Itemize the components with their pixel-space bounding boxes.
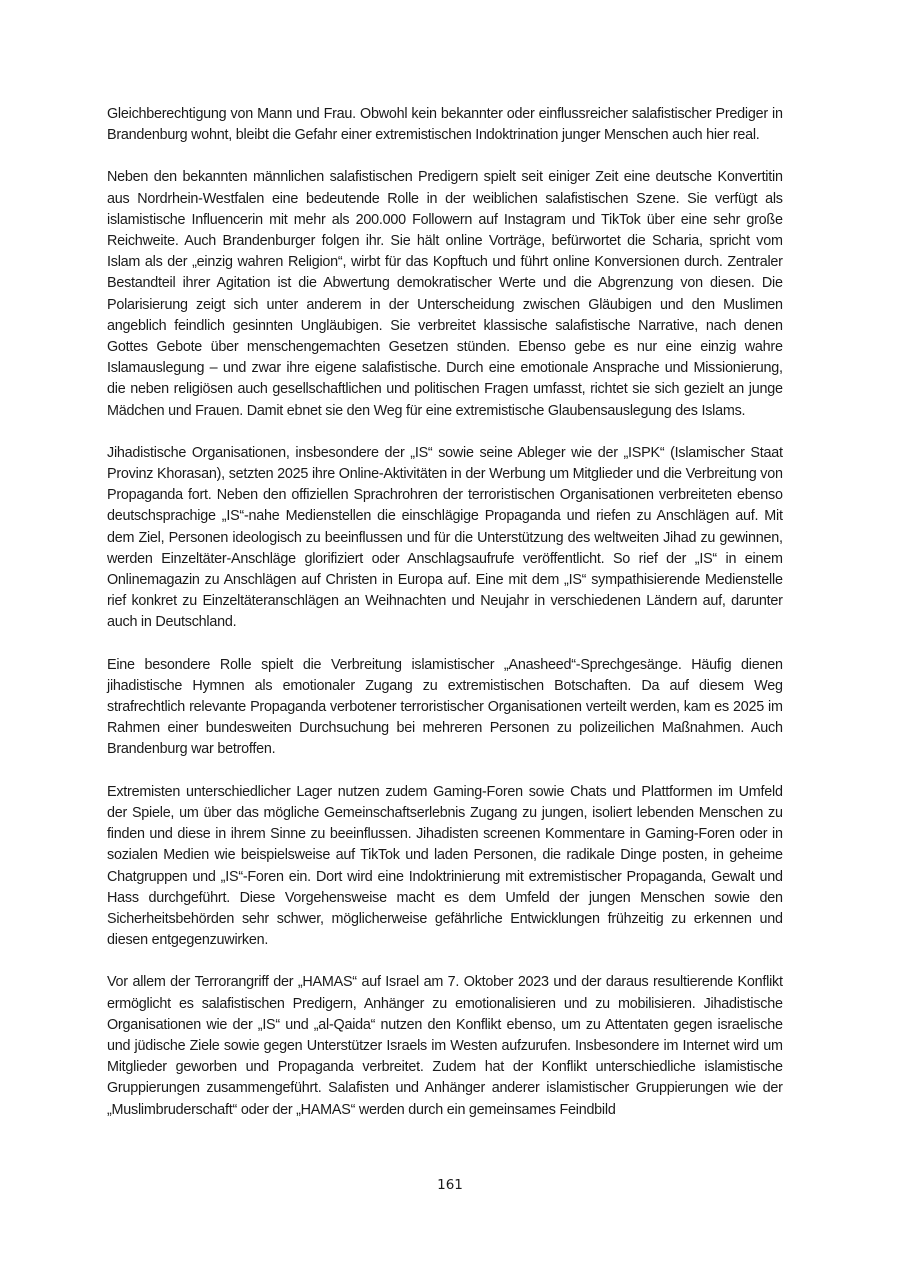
paragraph: Extremisten unterschiedlicher Lager nutzen zudem Gaming-Foren sowie Chats und Plattformen im Umfeld der Spiele, um über das mögliche Gemeinschaftserlebnis Zugang zu jungen, isoliert lebenden Menschen zu finden und diese in ihrem Sinne zu beeinflussen. Jihadisten screenen Kommentare in Gaming-Foren oder in sozialen Medien wie beispielsweise auf TikTok und laden Personen, die radikale Dinge posten, in geheime Chatgruppen und „IS“-Foren ein. Dort wird eine Indoktrinierung mit extremistischer Propaganda, Gewalt und Hass durchgeführt. Diese Vorgehensweise macht es dem Umfeld der jungen Menschen sowie den Sicherheitsbehörden sehr schwer, möglicherweise gefährliche Entwicklungen frühzeitig zu erkennen und diesen entgegenzuwirken. [107,783,783,949]
paragraph: Gleichberechtigung von Mann und Frau. Obwohl kein bekannter oder einflussreicher salafistischer Prediger in Brandenburg wohnt, bleibt die Gefahr einer extremistischen Indoktrination junger Menschen auch hier real. [107,106,783,144]
body-text [107,104,793,1142]
paragraph: Neben den bekannten männlichen salafistischen Predigern spielt seit einiger Zeit eine deutsche Konvertitin aus Nordrhein-Westfalen eine bedeutende Rolle in der weiblichen salafistischen Szene. Sie verfügt als islamistische Influencerin mit mehr als 200.000 Followern auf Instagram und TikTok über eine sehr große Reichweite. Auch Brandenburger folgen ihr. Sie hält online Vorträge, befürwortet die Scharia, spricht vom Islam als der „einzig wahren Religion“, wirbt für das Kopftuch und führt online Konversionen durch. Zentraler Bestandteil ihrer Agitation ist die Abwertung demokratischer Werte und die Abgrenzung von diesen. Die Polarisierung zeigt sich unter anderem in der Unterscheidung zwischen Gläubigen und den Muslimen angeblich feindlich gesinnten Ungläubigen. Sie verbreitet klassische salafistische Narrative, nach denen Gottes Gebote über menschengemachten Gesetzen stünden. Ebenso gebe es nur eine einzig wahre Islamauslegung – und zwar ihre eigene salafistische. Durch eine emotionale Ansprache und Missionierung, die neben religiösen auch gesellschaftlichen und politischen Fragen umfasst, richtet sie sich gezielt an junge Mädchen und Frauen. Damit ebnet sie den Weg für eine extremistische Glaubensauslegung des Islams. [107,169,783,419]
paragraph: Vor allem der Terrorangriff der „HAMAS“ auf Israel am 7. Oktober 2023 und der daraus resultierende Konflikt ermöglicht es salafistischen Predigern, Anhänger zu emotionalisieren und zu mobilisieren. Jihadistische Organisationen wie der „IS“ und „al-Qaida“ nutzen den Konflikt ebenso, um zu Attentaten gegen israelische und jüdische Ziele sowie gegen Unterstützer Israels im Westen aufzurufen. Insbesondere im Internet wird um Mitglieder geworben und Propaganda verbreitet. Zudem hat der Konflikt unterschiedliche islamistische Gruppierungen zusammengeführt. Salafisten und Anhänger anderer islamistischer Gruppierungen wie der „Muslimbruderschaft“ oder der „HAMAS“ werden durch ein gemeinsames Feindbild [107,974,783,1118]
paragraph: Jihadistische Organisationen, insbesondere der „IS“ sowie seine Ableger wie der „ISPK“ (Islamischer Staat Provinz Khorasan), setzten 2025 ihre Online-Aktivitäten in der Werbung um Mitglieder und die Verbreitung von Propaganda fort. Neben den offiziellen Sprachrohren der terroristischen Organisationen verbreiteten ebenso deutschsprachige „IS“-nahe Medienstellen die einschlägige Propaganda und riefen zu Anschlägen auf. Mit dem Ziel, Personen ideologisch zu beeinflussen und für die Unterstützung des weltweiten Jihad zu gewinnen, werden Einzeltäter-Anschläge glorifiziert oder Anschlagsaufrufe veröffentlicht. So rief der „IS“ in einem Onlinemagazin zu Anschlägen auf Christen in Europa auf. Eine mit dem „IS“ sympathisierende Medienstelle rief konkret zu Einzeltäteranschlägen an Weihnachten und Neujahr in verschiedenen Ländern auf, darunter auch in Deutschland. [107,444,783,631]
paragraph: Eine besondere Rolle spielt die Verbreitung islamistischer „Anasheed“-Sprechgesänge. Häufig dienen jihadistische Hymnen als emotionaler Zugang zu extremistischen Botschaften. Da auf diesem Weg strafrechtlich relevante Propaganda verbotener terroristischer Organisationen verteilt werden, kam es 2025 im Rahmen einer bundesweiten Durchsuchung bei mehreren Personen zu polizeilichen Maßnahmen. Auch Brandenburg war betroffen. [107,656,783,758]
page-number: 161 [437,1177,463,1193]
